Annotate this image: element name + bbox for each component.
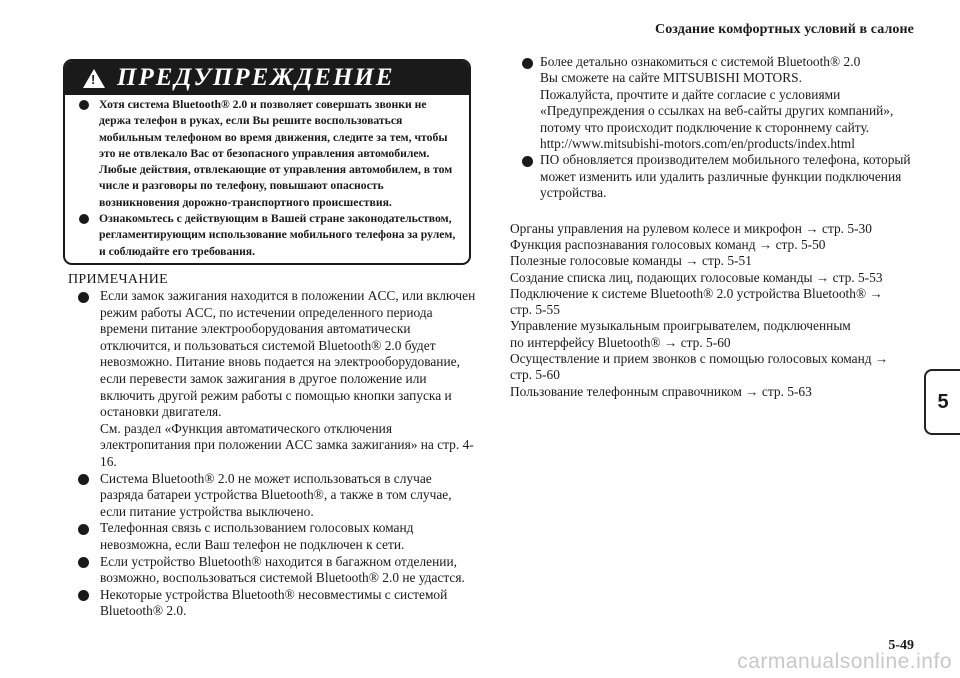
reference-line: Осуществление и прием звонков с помощью голосовых команд → [510, 351, 889, 367]
note-text: Телефонная связь с использованием голосовых команд невозможна, если Ваш телефон не подключен к сети. [100, 520, 414, 552]
bullet-icon [79, 214, 89, 224]
warning-triangle-icon [83, 69, 105, 88]
bullet-icon [78, 590, 89, 601]
notes-section [68, 272, 478, 620]
note-text: Некоторые устройства Bluetooth [100, 586, 285, 602]
reference-text: по интерфейсу Bluetooth [510, 334, 651, 350]
bullet-icon [522, 58, 533, 69]
note-text: Система Bluetooth [100, 470, 205, 486]
warning-title: ПРЕДУПРЕЖДЕНИЕ [117, 64, 395, 91]
note-text: ® находится в багажном отделении, возможно, воспользоваться системой Bluetooth [100, 553, 457, 586]
info-list [510, 54, 915, 202]
info-item [522, 152, 915, 201]
notes-heading: ПРИМЕЧАНИЕ [68, 272, 168, 287]
info-text: ПО обновляется производителем мобильного телефона, который может изменить или удалить различные функции подключения устройства. [540, 152, 911, 201]
note-text: ® 2.0 не удастся. [368, 570, 465, 586]
note-item [78, 554, 478, 587]
warning-item [79, 211, 461, 260]
references-list [510, 221, 915, 400]
warning-text: Хотя система Bluetooth [99, 98, 221, 111]
bullet-icon [522, 156, 533, 167]
notes-list [68, 288, 478, 620]
reference-text: ® → [855, 285, 883, 301]
note-text: ® 2.0 не может использоваться в случае разряда батареи устройства Bluetooth [100, 470, 432, 503]
warning-text: Ознакомьтесь с действующим в Вашей стране законодательством, регламентирующим использование мобильного телефона за рулем, и соблюдайте его требования. [99, 212, 456, 258]
warning-item [79, 97, 461, 211]
warning-text: ® 2.0 и позволяет совершать звонки не держа телефон в руках, если Вы решите воспользоваться мобильным телефоном во время движения, следите за тем, чтобы это не отвлекало Вас от безопасного управления автомобилем. Любые действия, отвлекающие от управления автомобилем, в том числе и разговоры по телефону, повышают опасность возникновения дорожно-транспортного происшествия. [99, 98, 453, 209]
right-column [510, 54, 915, 400]
note-text: ® несовместимы с системой Bluetooth [100, 586, 448, 619]
info-text: Пожалуйста, прочтите и дайте согласие с условиями «Предупреждения о ссылках на веб-сайты других компаний», потому что происходит подключение к стороннему сайту. [540, 86, 894, 135]
page-header-title: Создание комфортных условий в салоне [654, 22, 914, 37]
reference-text: ® 2.0 устройства Bluetooth [703, 285, 856, 301]
chapter-tab: 5 [924, 369, 960, 435]
note-item [78, 520, 478, 553]
info-text: ® 2.0 [830, 54, 861, 69]
note-text: ® 2.0. [152, 603, 187, 619]
reference-line: стр. 5-60 [510, 367, 560, 383]
reference-text: Подключение к системе Bluetooth [510, 285, 704, 301]
reference-line: Органы управления на рулевом колесе и микрофон → стр. 5-30 [510, 220, 872, 236]
reference-line [510, 335, 915, 351]
bullet-icon [78, 292, 89, 303]
reference-text: ® → стр. 5-60 [650, 334, 731, 350]
note-item [78, 587, 478, 620]
warning-list [65, 97, 469, 260]
note-text: ® 2.0 будет невозможно. Питание вновь подается на электрооборудование, если перевести замок зажигания в другое положение или включить другой режим работы с помощью кнопки запуска и остановки двигателя. [100, 337, 460, 420]
note-item [78, 471, 478, 521]
website-url: http://www.mitsubishi-motors.com/en/products/index.html [540, 136, 855, 152]
page-number: 5-49 [888, 638, 914, 653]
reference-line: Создание списка лиц, подающих голосовые команды → стр. 5-53 [510, 269, 883, 285]
reference-line: стр. 5-55 [510, 302, 560, 318]
info-item [522, 54, 915, 152]
bullet-icon [79, 100, 89, 110]
info-text: Вы сможете на сайте MITSUBISHI MOTORS. [540, 70, 802, 86]
note-text: Если замок зажигания находится в положении ACC, или включен режим работы ACC, по истечении определенного периода времени питание электрооборудования автоматически отключится, и пользоваться системой Bluetooth [100, 288, 476, 353]
reference-line: Функция распознавания голосовых команд → стр. 5-50 [510, 236, 826, 252]
note-text: См. раздел «Функция автоматического отключения электропитания при положении ACC замка зажигания» на стр. 4-16. [100, 420, 474, 469]
info-text: Более детально ознакомиться с системой Bluetooth [540, 54, 831, 69]
warning-header [65, 61, 469, 95]
reference-line: Полезные голосовые команды → стр. 5-51 [510, 253, 752, 269]
reference-line: Управление музыкальным проигрывателем, подключенным [510, 318, 851, 334]
bullet-icon [78, 474, 89, 485]
note-text: ®, а также в том случае, если питание устройства выключено. [100, 487, 452, 519]
reference-line: Пользование телефонным справочником → стр. 5-63 [510, 383, 812, 399]
note-text: Если устройство Bluetooth [100, 553, 252, 569]
bullet-icon [78, 557, 89, 568]
bullet-icon [78, 524, 89, 535]
note-item [78, 288, 478, 471]
warning-box [63, 59, 471, 265]
reference-line [510, 286, 915, 302]
watermark: carmanualsonline.info [737, 650, 952, 673]
